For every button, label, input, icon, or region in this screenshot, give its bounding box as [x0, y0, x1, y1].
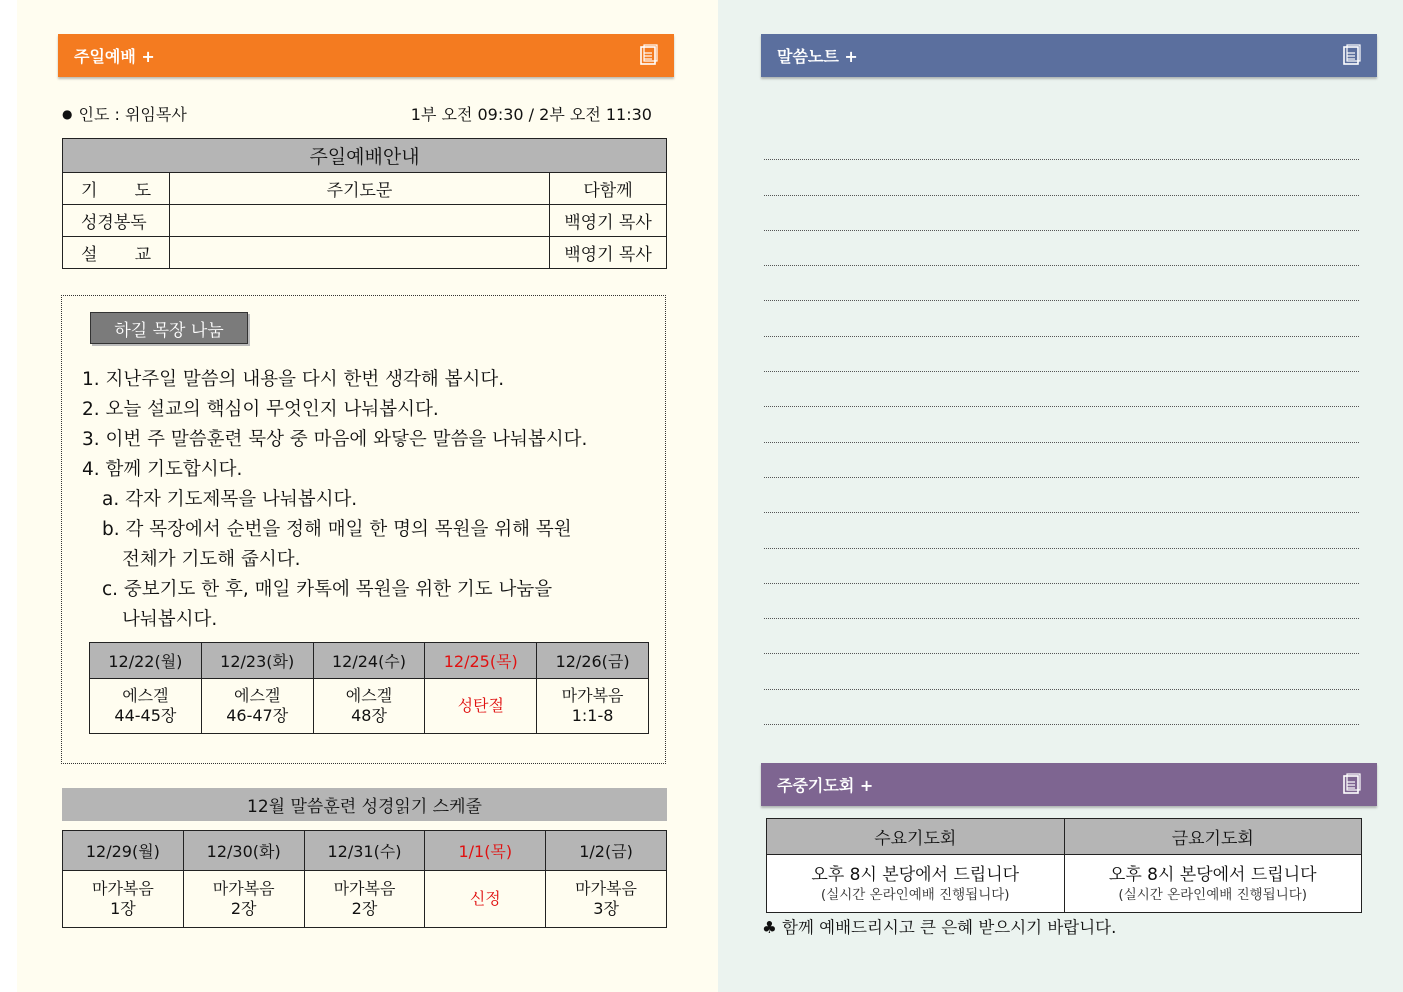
prayer-time: 오후 8시 본당에서 드립니다 [1108, 864, 1317, 885]
prayer-online-note: (실시간 온라인예배 진행됩니다) [1118, 886, 1308, 903]
guide-item: 기 도 [63, 173, 170, 205]
friday-prayer-info [1064, 855, 1362, 913]
notepad-icon [1343, 773, 1361, 795]
note-line[interactable] [764, 337, 1359, 372]
guide-content: 주기도문 [170, 173, 550, 205]
note-line[interactable] [764, 513, 1359, 548]
wednesday-prayer-info [767, 855, 1065, 913]
guide-content [170, 205, 550, 237]
leader-info [62, 102, 187, 125]
leader-row [62, 102, 652, 125]
list-item: 1. 지난주일 말씀의 내용을 다시 한번 생각해 봅시다. [82, 369, 505, 390]
closing-message [762, 914, 1116, 938]
reading-cell: 에스겔 48장 [313, 679, 425, 734]
day-header: 1/2(금) [546, 831, 667, 871]
prayer-time: 오후 8시 본당에서 드립니다 [811, 864, 1020, 885]
note-line[interactable] [764, 301, 1359, 336]
guide-by: 백영기 목사 [550, 205, 667, 237]
day-header: 12/22(월) [90, 643, 202, 679]
note-line[interactable] [764, 549, 1359, 584]
guide-item: 성경봉독 [63, 205, 170, 237]
note-line[interactable] [764, 407, 1359, 442]
worship-guide-table [62, 138, 667, 269]
sharing-list [82, 365, 642, 635]
reading-cell: 마가복음 1:1-8 [537, 679, 649, 734]
club-icon: ♣ [762, 918, 777, 937]
holiday-cell: 신정 [425, 871, 546, 928]
reading-cell: 마가복음 1장 [63, 871, 184, 928]
bullet-icon: ● [62, 107, 73, 121]
prayer-online-note: (실시간 온라인예배 진행됩니다) [820, 886, 1010, 903]
list-item: c. 중보기도 한 후, 매일 카톡에 목원을 위한 기도 나눔을 [102, 579, 553, 600]
prayer-meeting-section-bar[interactable] [761, 763, 1377, 806]
list-item: 나눠봅시다. [122, 609, 218, 630]
sermon-note-title: 말씀노트 + [777, 47, 858, 66]
note-line[interactable] [764, 619, 1359, 654]
prayer-meeting-table [766, 818, 1362, 913]
schedule-table [62, 830, 667, 928]
list-item: 전체가 기도해 줍시다. [122, 549, 301, 570]
worship-guide-title: 주일예배안내 [63, 139, 667, 173]
reading-cell: 에스겔 46-47장 [201, 679, 313, 734]
friday-prayer-header: 금요기도회 [1064, 819, 1362, 855]
table-row [90, 679, 649, 734]
table-row [63, 205, 667, 237]
day-header: 12/26(금) [537, 643, 649, 679]
table-row [63, 173, 667, 205]
prayer-meeting-title: 주중기도회 + [777, 776, 874, 795]
reading-cell: 마가복음 3장 [546, 871, 667, 928]
note-line[interactable] [764, 584, 1359, 619]
week-reading-table [89, 642, 649, 734]
reading-cell: 마가복음 2장 [304, 871, 425, 928]
table-row [767, 855, 1362, 913]
reading-cell: 에스겔 44-45장 [90, 679, 202, 734]
sermon-note-lines[interactable] [764, 125, 1359, 725]
table-row [767, 819, 1362, 855]
note-line[interactable] [764, 372, 1359, 407]
service-times: 1부 오전 09:30 / 2부 오전 11:30 [410, 105, 652, 124]
leader-label: 인도 : 위임목사 [78, 105, 187, 124]
holiday-cell: 성탄절 [425, 679, 537, 734]
guide-by: 다함께 [550, 173, 667, 205]
list-item: 3. 이번 주 말씀훈련 묵상 중 마음에 와닿은 말씀을 나눠봅시다. [82, 429, 588, 450]
list-item: 2. 오늘 설교의 핵심이 무엇인지 나눠봅시다. [82, 399, 439, 420]
table-row [63, 237, 667, 269]
table-row [63, 871, 667, 928]
wednesday-prayer-header: 수요기도회 [767, 819, 1065, 855]
note-line[interactable] [764, 125, 1359, 160]
list-item: a. 각자 기도제목을 나눠봅시다. [102, 489, 358, 510]
closing-text: 함께 예배드리시고 큰 은혜 받으시기 바랍니다. [782, 918, 1117, 937]
worship-section-bar[interactable] [58, 34, 674, 77]
note-line[interactable] [764, 196, 1359, 231]
day-header-holiday: 12/25(목) [425, 643, 537, 679]
worship-section-title: 주일예배 + [74, 47, 155, 66]
notepad-icon [1343, 44, 1361, 66]
list-item: b. 각 목장에서 순번을 정해 매일 한 명의 목원을 위해 목원 [102, 519, 572, 540]
note-line[interactable] [764, 690, 1359, 725]
group-sharing-label: 하길 목장 나눔 [90, 312, 248, 344]
day-header: 12/29(월) [63, 831, 184, 871]
guide-content [170, 237, 550, 269]
note-line[interactable] [764, 160, 1359, 195]
guide-by: 백영기 목사 [550, 237, 667, 269]
note-line[interactable] [764, 478, 1359, 513]
schedule-title: 12월 말씀훈련 성경읽기 스케줄 [62, 788, 667, 821]
reading-cell: 마가복음 2장 [183, 871, 304, 928]
note-line[interactable] [764, 266, 1359, 301]
note-line[interactable] [764, 231, 1359, 266]
note-line[interactable] [764, 654, 1359, 689]
guide-item: 설 교 [63, 237, 170, 269]
day-header: 12/23(화) [201, 643, 313, 679]
notepad-icon [640, 44, 658, 66]
day-header-holiday: 1/1(목) [425, 831, 546, 871]
note-line[interactable] [764, 443, 1359, 478]
day-header: 12/31(수) [304, 831, 425, 871]
sermon-note-section-bar[interactable] [761, 34, 1377, 77]
day-header: 12/24(수) [313, 643, 425, 679]
group-sharing-box [61, 295, 666, 764]
table-row [63, 831, 667, 871]
day-header: 12/30(화) [183, 831, 304, 871]
list-item: 4. 함께 기도합시다. [82, 459, 243, 480]
table-row [90, 643, 649, 679]
